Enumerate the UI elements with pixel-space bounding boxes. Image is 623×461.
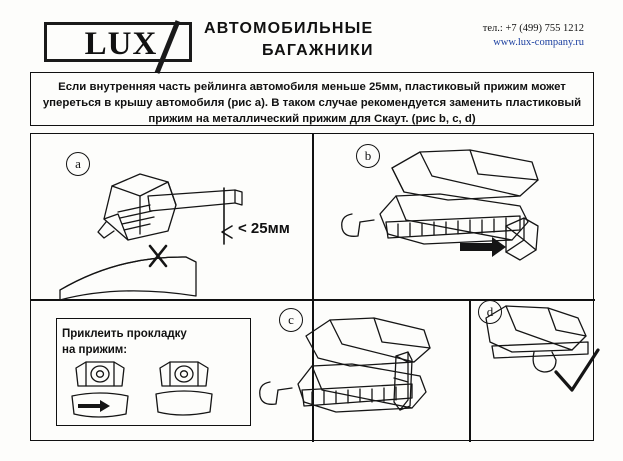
pad-instruction-line-1: Приклеить прокладку bbox=[62, 328, 187, 340]
pad-detail-drawing bbox=[72, 362, 212, 417]
logo-text: LUX bbox=[84, 26, 158, 62]
dimension-label: < 25мм bbox=[238, 220, 290, 237]
panel-d-drawing bbox=[486, 306, 598, 390]
panel-c-drawing bbox=[260, 318, 430, 412]
panel-marker-c: c bbox=[279, 308, 303, 332]
panel-marker-b: b bbox=[356, 144, 380, 168]
website-url[interactable]: www.lux-company.ru bbox=[493, 37, 584, 48]
panel-marker-a: a bbox=[66, 152, 90, 176]
phone-number: тел.: +7 (499) 755 1212 bbox=[482, 23, 584, 34]
panel-marker-d: d bbox=[478, 300, 502, 324]
panel-a-drawing bbox=[60, 174, 242, 300]
panel-b-drawing bbox=[342, 150, 538, 260]
brand-line-2: БАГАЖНИКИ bbox=[262, 42, 374, 59]
pad-instruction-line-2: на прижим: bbox=[62, 344, 128, 356]
notice-text: Если внутренняя часть рейлинга автомобиля меньше 25мм, пластиковый прижим может упереться в крышу автомобиля (рис a). В таком случае рекомендуется заменить пластиковый прижим на металлический прижим для Скаут. (рис b, c, d) bbox=[42, 81, 582, 125]
brand-line-1: АВТОМОБИЛЬНЫЕ bbox=[204, 20, 374, 37]
